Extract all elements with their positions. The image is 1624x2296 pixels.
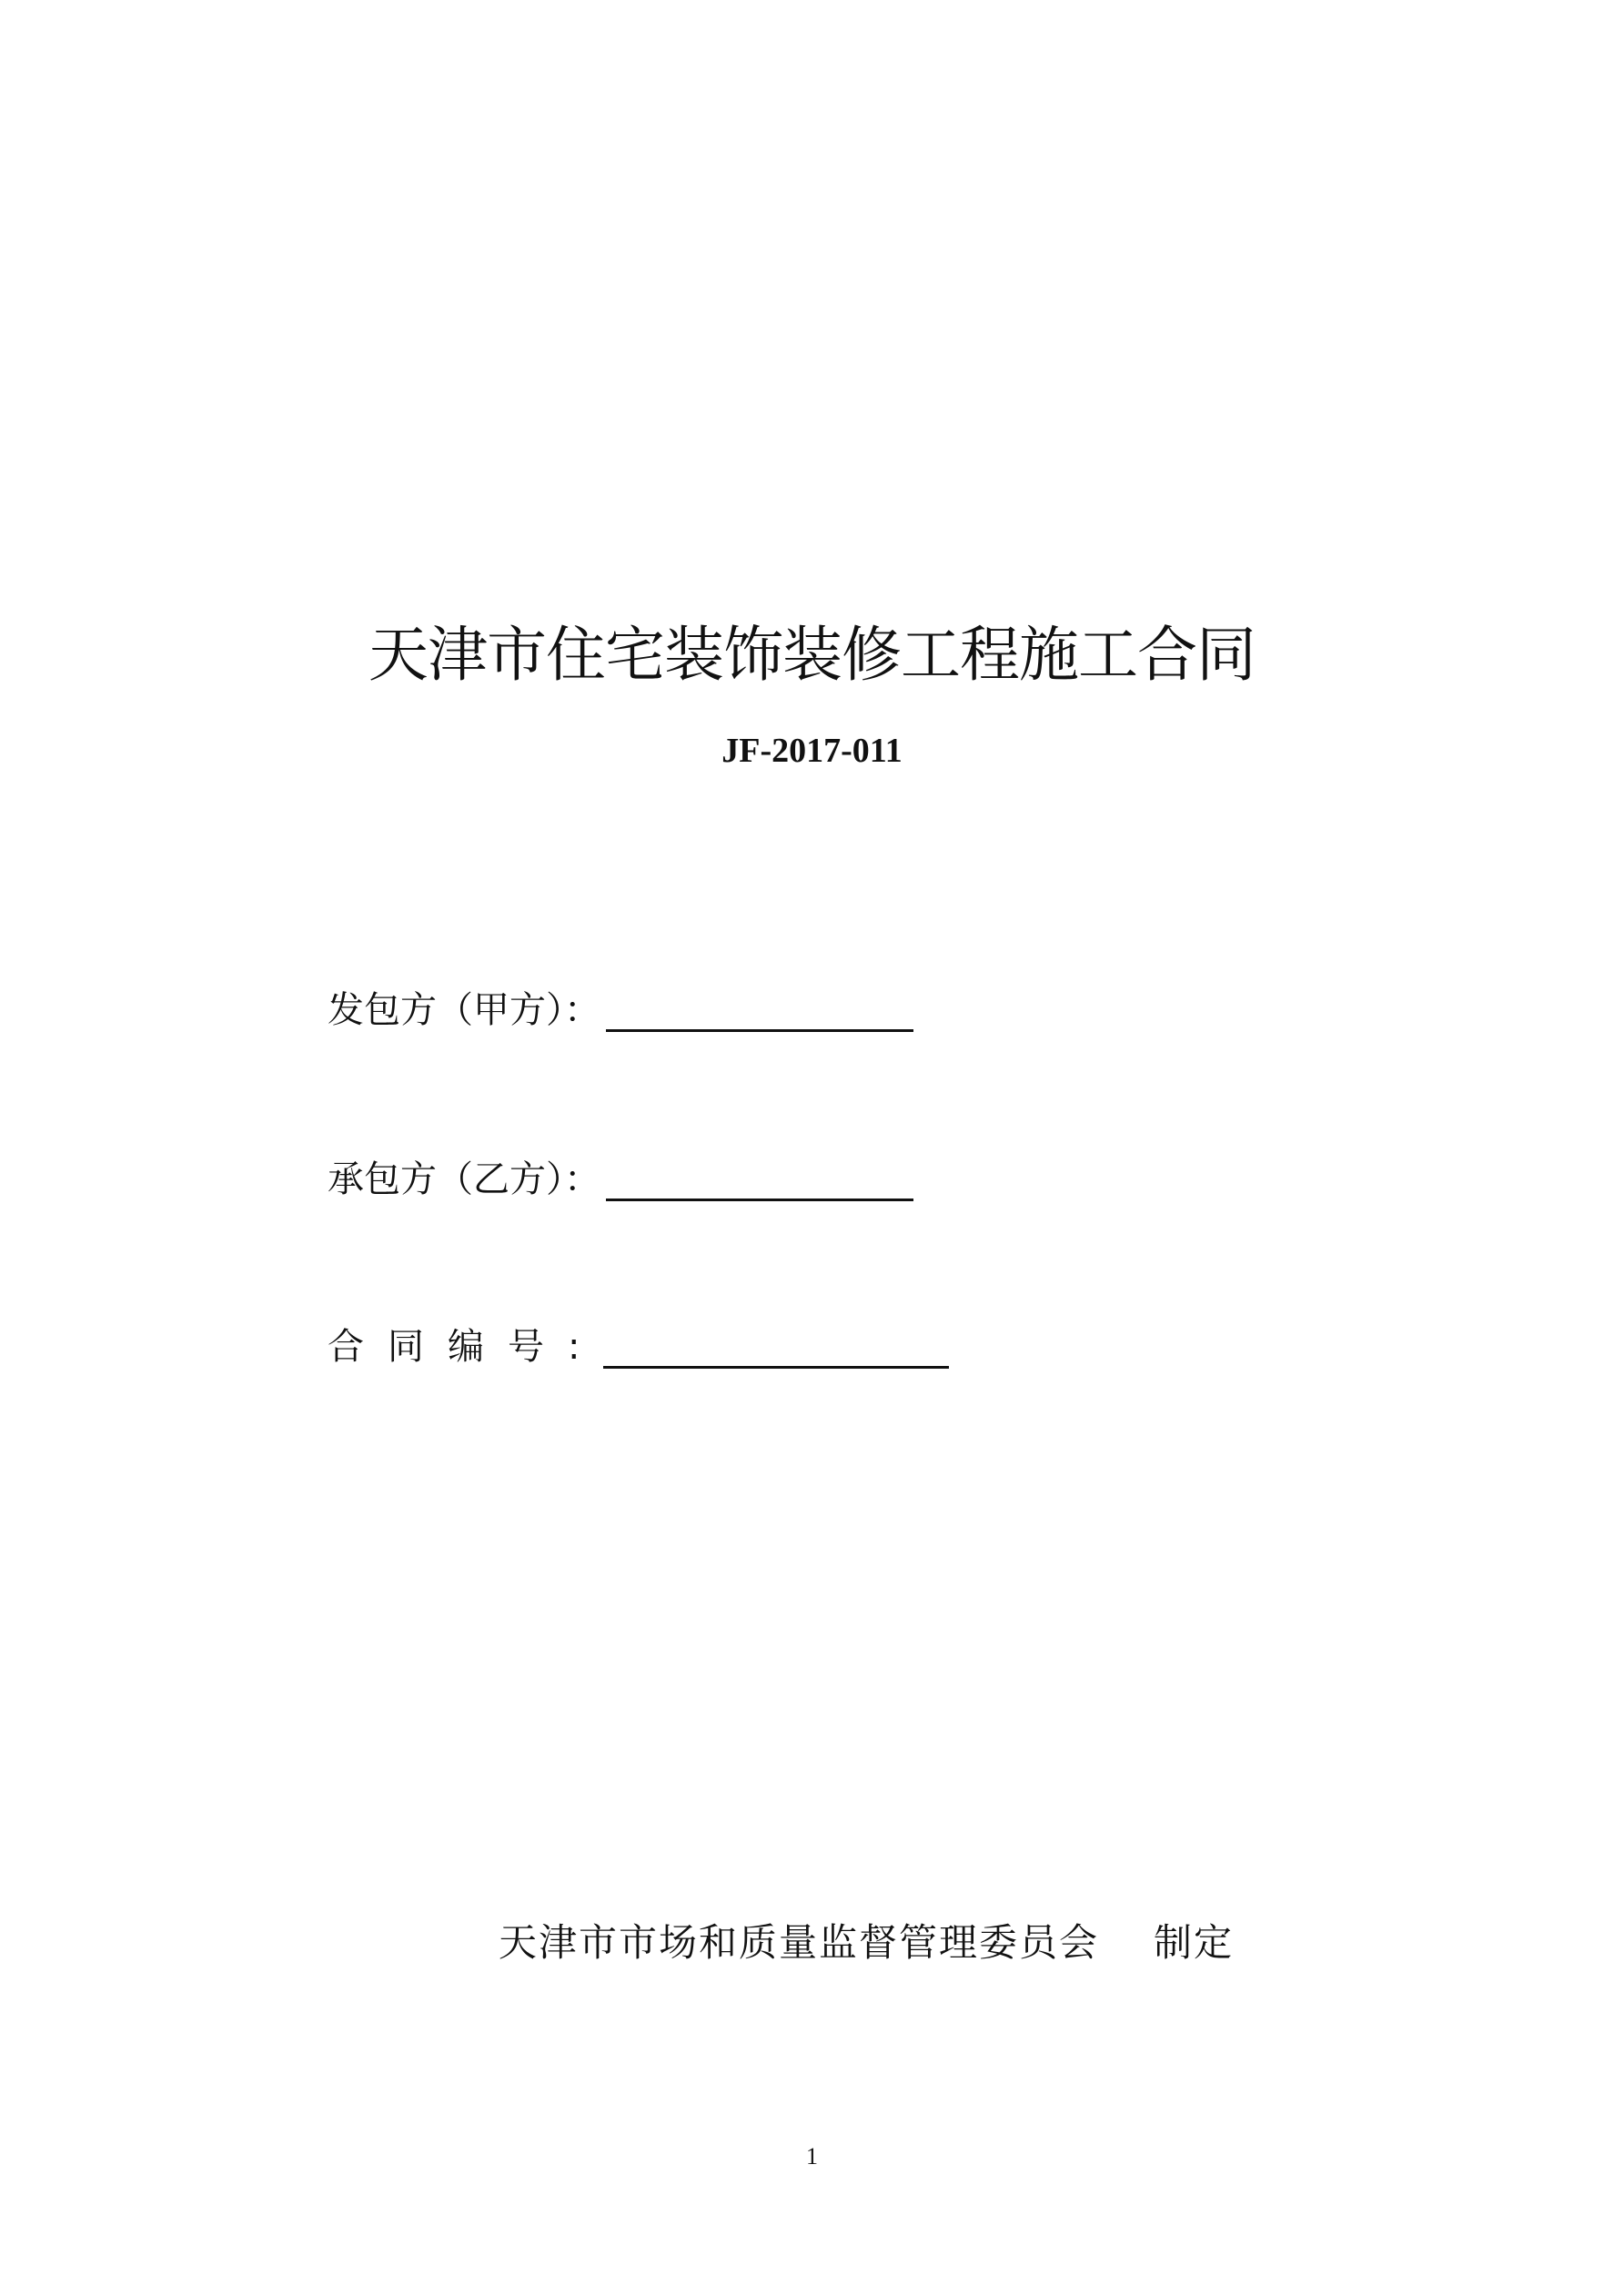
employer-field	[328, 981, 913, 1036]
contract-code: JF-2017-011	[721, 732, 903, 770]
page-number: 1	[806, 2143, 818, 2170]
issuer-action: 制定	[1154, 1920, 1235, 1965]
contractor-blank-line	[606, 1155, 913, 1201]
issuer-organization: 天津市市场和质量监督管理委员会	[499, 1920, 1100, 1965]
contract-title: 天津市住宅装饰装修工程施工合同	[368, 620, 1256, 690]
contract-number-label: 合同编号:	[328, 1326, 604, 1368]
employer-label: 发包方（甲方）：	[328, 989, 600, 1031]
contract-number-field	[328, 1318, 949, 1372]
employer-blank-line	[606, 986, 913, 1032]
issuer-line	[499, 1916, 1234, 1970]
contractor-label: 承包方（乙方）：	[328, 1158, 600, 1200]
contract-number-blank-line	[603, 1322, 949, 1369]
contractor-field	[328, 1150, 913, 1205]
